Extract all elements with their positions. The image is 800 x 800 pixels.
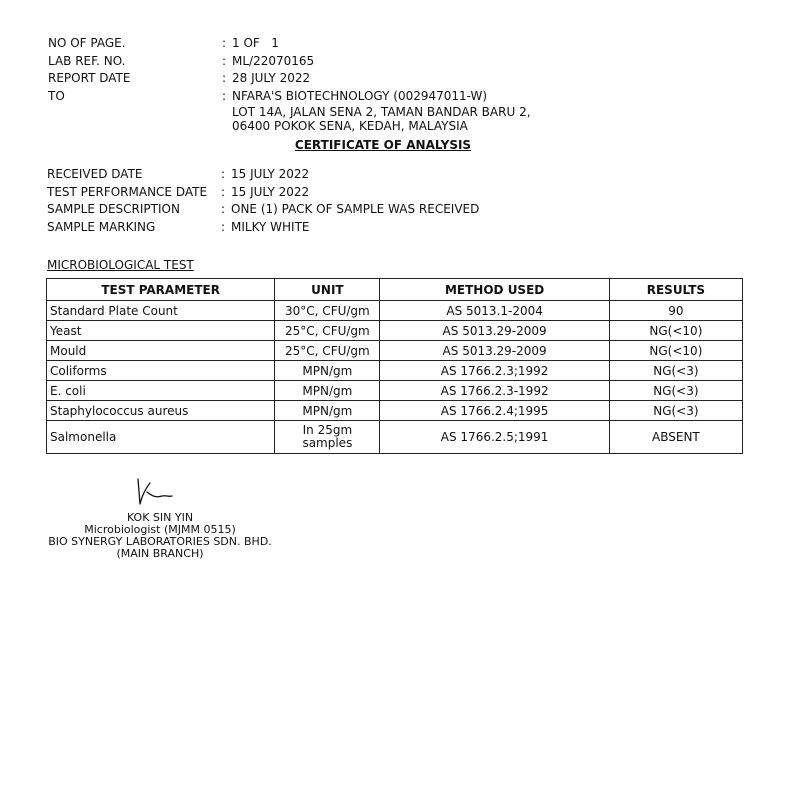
cell-parameter: Mould [47, 341, 275, 361]
cell-parameter: Standard Plate Count [47, 301, 275, 321]
sample-description-value: ONE (1) PACK OF SAMPLE WAS RECEIVED [231, 202, 480, 216]
table-row [47, 321, 743, 341]
signatory-name: KOK SIN YIN [126, 511, 194, 524]
cell-parameter: Staphylococcus aureus [47, 401, 275, 421]
signatory-block [40, 512, 280, 560]
lab-ref-value: ML/22070165 [232, 54, 315, 68]
table-row [47, 421, 743, 454]
cell-result: ABSENT [609, 421, 742, 454]
column-header-parameter: TEST PARAMETER [47, 279, 275, 301]
colon: : [221, 167, 226, 181]
cell-unit: MPN/gm [275, 361, 380, 381]
colon: : [221, 220, 226, 234]
cell-method: AS 5013.1-2004 [380, 301, 609, 321]
table-row [47, 401, 743, 421]
table-row [47, 341, 743, 361]
table-row [47, 301, 743, 321]
cell-unit-line1: In 25gm [302, 423, 353, 437]
table-row [47, 381, 743, 401]
cell-method: AS 1766.2.5;1991 [380, 421, 609, 454]
column-header-method: METHOD USED [380, 279, 609, 301]
cell-parameter: E. coli [47, 381, 275, 401]
colon: : [222, 54, 227, 68]
cell-method: AS 5013.29-2009 [380, 341, 609, 361]
colon: : [221, 202, 226, 216]
cell-unit [275, 421, 380, 454]
lab-ref-label: LAB REF. NO. [48, 54, 126, 68]
report-date-label: REPORT DATE [48, 71, 131, 85]
recipient-address-line2: 06400 POKOK SENA, KEDAH, MALAYSIA [232, 119, 468, 133]
cell-result: NG(<3) [609, 381, 742, 401]
cell-parameter: Salmonella [47, 421, 275, 454]
signature-image [128, 474, 178, 510]
received-date-value: 15 JULY 2022 [231, 167, 310, 181]
test-performance-date-label: TEST PERFORMANCE DATE [47, 185, 208, 199]
signatory-title: Microbiologist (MJMM 0515) [84, 523, 236, 536]
sample-description-label: SAMPLE DESCRIPTION [47, 202, 180, 216]
table-header-row [47, 279, 743, 301]
cell-method: AS 5013.29-2009 [380, 321, 609, 341]
column-header-unit: UNIT [275, 279, 380, 301]
page-count-value: 1 OF 1 [232, 36, 279, 50]
sample-marking-value: MILKY WHITE [231, 220, 310, 234]
cell-unit: 25°C, CFU/gm [275, 321, 380, 341]
section-title: MICROBIOLOGICAL TEST [47, 258, 194, 272]
cell-unit-line2: samples [302, 436, 353, 450]
signatory-branch: (MAIN BRANCH) [116, 547, 204, 560]
cell-parameter: Yeast [47, 321, 275, 341]
received-date-label: RECEIVED DATE [47, 167, 143, 181]
cell-method: AS 1766.2.3-1992 [380, 381, 609, 401]
signatory-company: BIO SYNERGY LABORATORIES SDN. BHD. [48, 535, 272, 548]
cell-unit: 25°C, CFU/gm [275, 341, 380, 361]
cell-unit: 30°C, CFU/gm [275, 301, 380, 321]
sample-marking-label: SAMPLE MARKING [47, 220, 156, 234]
test-performance-date-value: 15 JULY 2022 [231, 185, 310, 199]
cell-result: NG(<10) [609, 321, 742, 341]
cell-unit: MPN/gm [275, 401, 380, 421]
colon: : [222, 36, 227, 50]
report-date-value: 28 JULY 2022 [232, 71, 311, 85]
table-row [47, 361, 743, 381]
cell-result: NG(<3) [609, 401, 742, 421]
colon: : [222, 71, 227, 85]
cell-method: AS 1766.2.3;1992 [380, 361, 609, 381]
colon: : [221, 185, 226, 199]
recipient-address-line1: LOT 14A, JALAN SENA 2, TAMAN BANDAR BARU 2, [232, 105, 531, 119]
cell-unit: MPN/gm [275, 381, 380, 401]
cell-result: NG(<3) [609, 361, 742, 381]
recipient-name: NFARA'S BIOTECHNOLOGY (002947011-W) [232, 89, 488, 103]
cell-parameter: Coliforms [47, 361, 275, 381]
certificate-title: CERTIFICATE OF ANALYSIS [294, 138, 472, 152]
recipient-label: TO [48, 89, 65, 103]
column-header-results: RESULTS [609, 279, 742, 301]
colon: : [222, 89, 227, 103]
cell-result: NG(<10) [609, 341, 742, 361]
cell-result: 90 [609, 301, 742, 321]
cell-method: AS 1766.2.4;1995 [380, 401, 609, 421]
page-count-label: NO OF PAGE. [48, 36, 126, 50]
results-table [46, 278, 743, 454]
